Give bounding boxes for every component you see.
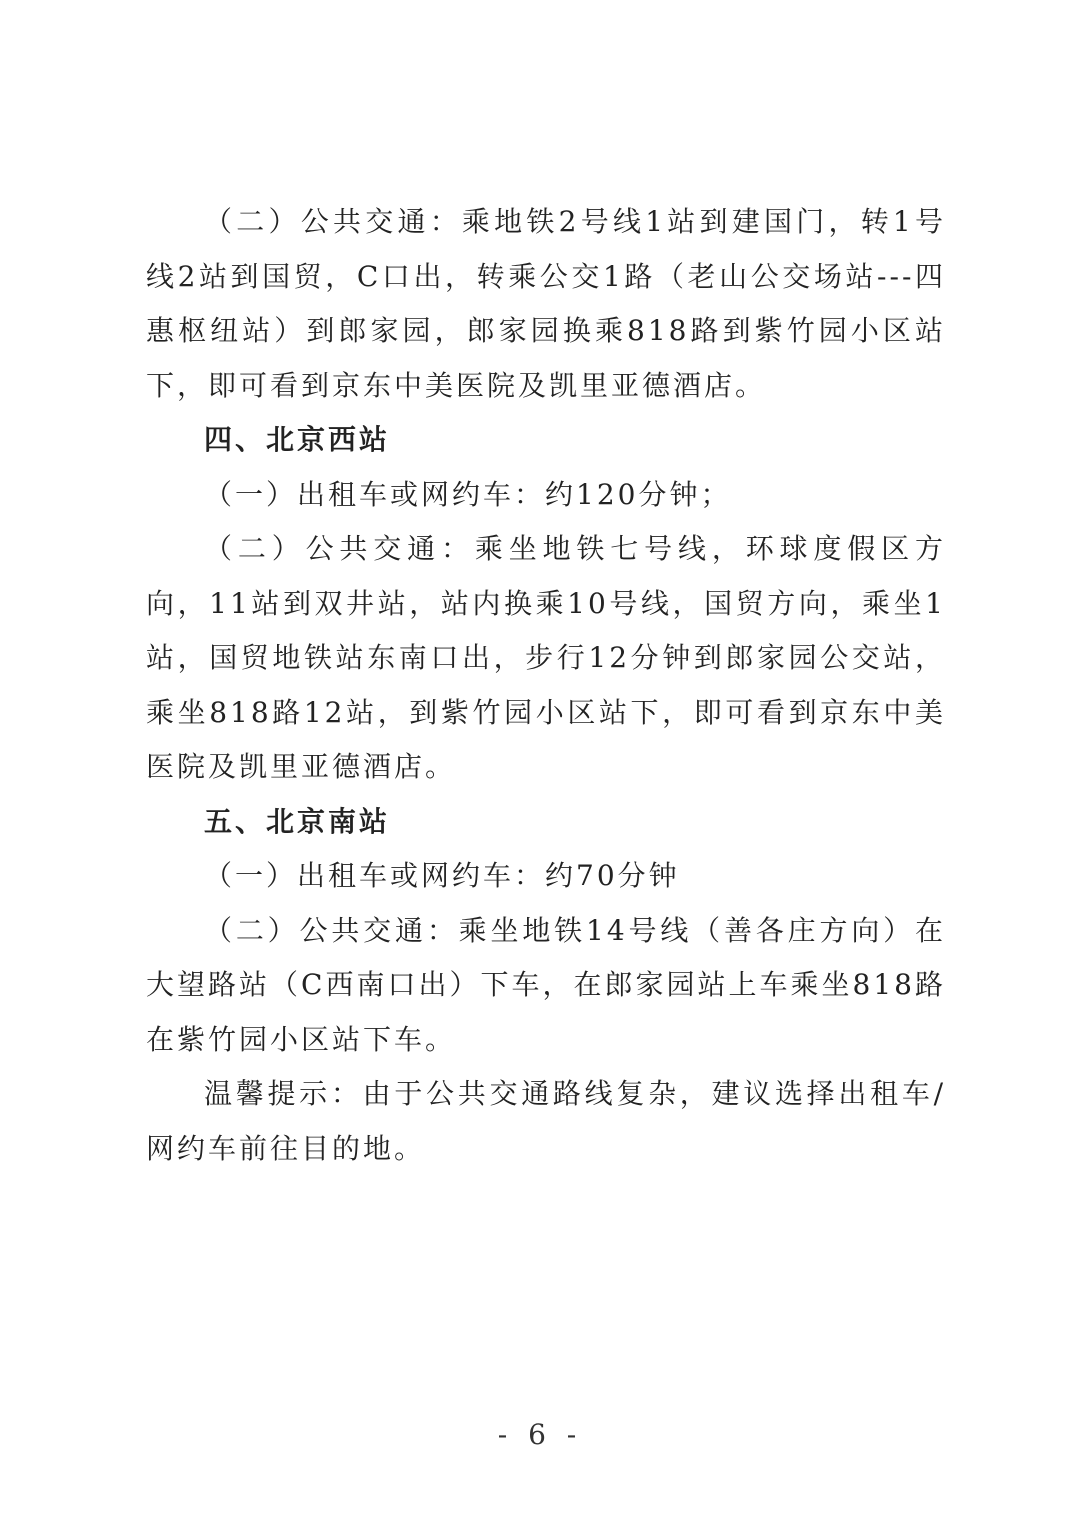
heading-beijing-south-station: 五、北京南站 xyxy=(204,804,391,838)
page-number: - 6 - xyxy=(497,1418,583,1451)
paragraph-public-transport-west: （二）公共交通：乘坐地铁七号线，环球度假区方向，11站到双井站，站内换乘10号线，国贸方向，乘坐1站，国贸地铁站东南口出，步行12分钟到郎家园公交站，乘坐818路12站，到紫竹园小区站下，即可看到京东中美医院及凯里亚德酒店。 xyxy=(146,532,946,783)
paragraph-taxi-south: （一）出租车或网约车：约70分钟 xyxy=(204,859,680,892)
paragraph-tip: 温馨提示：由于公共交通路线复杂，建议选择出租车/网约车前往目的地。 xyxy=(146,1077,946,1165)
paragraph-taxi-west: （一）出租车或网约车：约120分钟； xyxy=(204,477,732,511)
heading-beijing-west-station: 四、北京西站 xyxy=(204,423,391,456)
document-body xyxy=(146,195,946,1176)
paragraph-public-transport-south: （二）公共交通：乘坐地铁14号线（善各庄方向）在大望路站（C西南口出）下车，在郎家园站上车乘坐818路在紫竹园小区站下车。 xyxy=(146,913,946,1056)
paragraph-public-transport-east: （二）公共交通：乘地铁2号线1站到建国门，转1号线2站到国贸，C口出，转乘公交1路（老山公交场站---四惠枢纽站）到郎家园，郎家园换乘818路到紫竹园小区站下，即可看到京东中美医院及凯里亚德酒店。 xyxy=(146,205,946,402)
